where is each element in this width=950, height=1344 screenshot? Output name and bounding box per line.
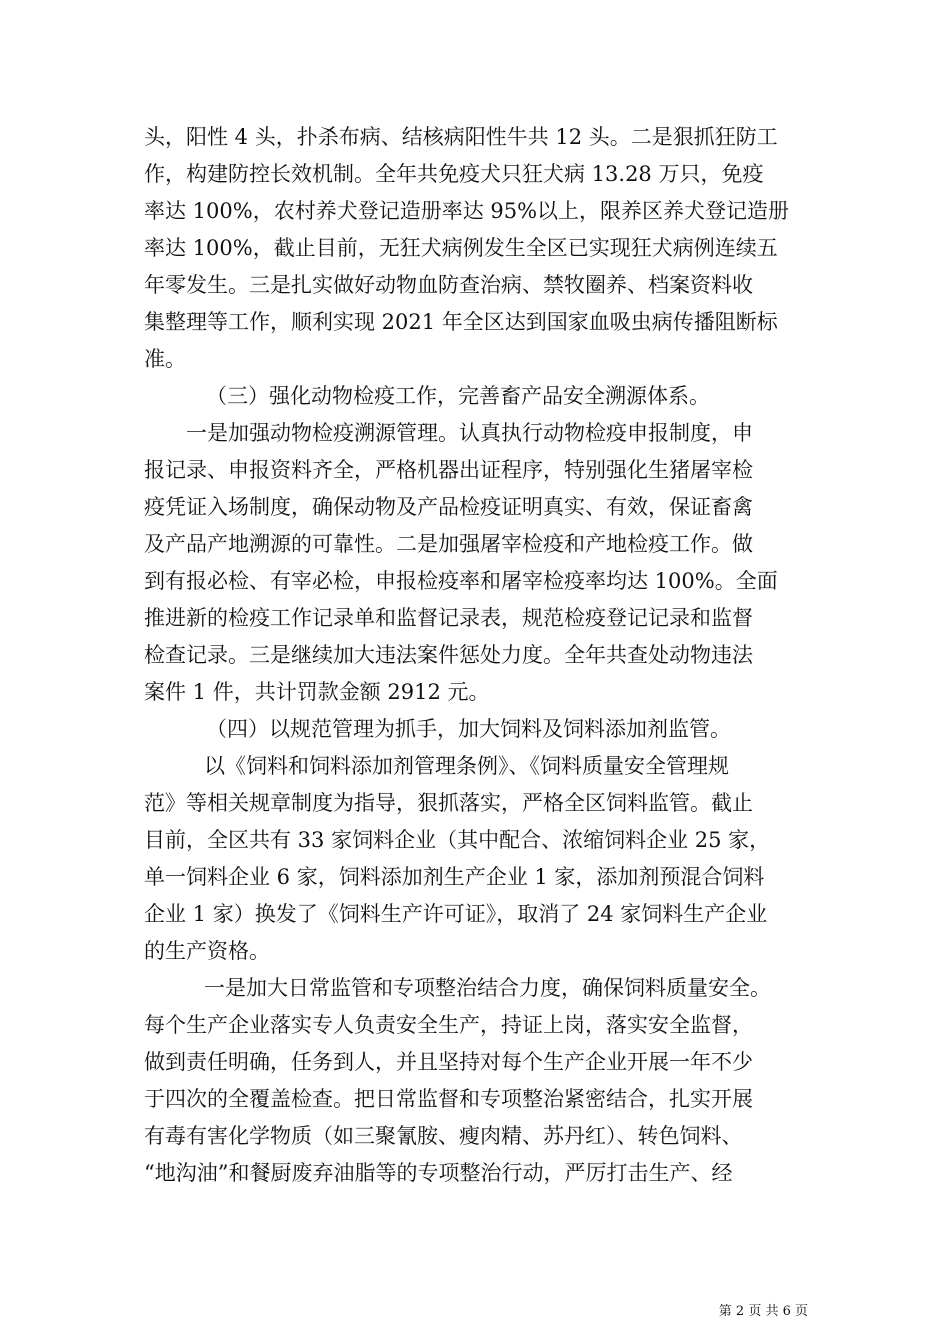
text-line: 到有报必检、有宰必检，申报检疫率和屠宰检疫率均达 100%。全面 [144,569,778,593]
text-line: 检查记录。三是继续加大违法案件惩处力度。全年共查处动物违法 [144,643,753,667]
text-line: 集整理等工作，顺利实现 2021 年全区达到国家血吸虫病传播阻断标 [144,310,778,334]
text-line: 做到责任明确，任务到人，并且坚持对每个生产企业开展一年不少 [144,1050,753,1074]
text-line: 以《饲料和饲料添加剂管理条例》、《饲料质量安全管理规 [204,754,729,778]
text-line: 范》等相关规章制度为指导，狠抓落实，严格全区饲料监管。截止 [144,791,753,815]
section-heading: （三）强化动物检疫工作，完善畜产品安全溯源体系。 [206,384,710,408]
text-line: 头，阳性 4 头，扑杀布病、结核病阳性牛共 12 头。二是狠抓狂防工 [144,125,778,149]
text-line: “地沟油”和餐厨废弃油脂等的专项整治行动，严厉打击生产、经 [144,1161,733,1185]
text-line: 案件 1 件，共计罚款金额 2912 元。 [144,680,490,704]
text-line: 推进新的检疫工作记录单和监督记录表，规范检疫登记记录和监督 [144,606,753,630]
text-line: 年零发生。三是扎实做好动物血防查治病、禁牧圈养、档案资料收 [144,273,753,297]
text-line: 准。 [144,347,186,371]
text-line: 及产品产地溯源的可靠性。二是加强屠宰检疫和产地检疫工作。做 [144,532,753,556]
text-line: 企业 1 家）换发了《饲料生产许可证》，取消了 24 家饲料生产企业 [144,902,768,926]
text-line: 于四次的全覆盖检查。把日常监督和专项整治紧密结合，扎实开展 [144,1087,753,1111]
text-line: 单一饲料企业 6 家，饲料添加剂生产企业 1 家，添加剂预混合饲料 [144,865,765,889]
text-line: 每个生产企业落实专人负责安全生产，持证上岗，落实安全监督， [144,1013,753,1037]
section-heading: （四）以规范管理为抓手，加大饲料及饲料添加剂监管。 [206,717,731,741]
text-line: 作，构建防控长效机制。全年共免疫犬只狂犬病 13.28 万只，免疫 [144,162,764,186]
text-line: 有毒有害化学物质（如三聚氰胺、瘦肉精、苏丹红）、转色饲料、 [144,1124,743,1148]
text-line: 目前，全区共有 33 家饲料企业（其中配合、浓缩饲料企业 25 家， [144,828,771,852]
text-line: 报记录、申报资料齐全，严格机器出证程序，特别强化生猪屠宰检 [144,458,753,482]
document-body [144,119,809,1192]
text-line: 一是加强动物检疫溯源管理。认真执行动物检疫申报制度，申 [186,421,753,445]
page-number: 第 2 页 共 6 页 [718,1304,808,1319]
text-line: 率达 100%，农村养犬登记造册率达 95%以上，限养区养犬登记造册 [144,199,790,223]
text-line: 的生产资格。 [144,939,270,963]
text-line: 一是加大日常监管和专项整治结合力度，确保饲料质量安全。 [204,976,771,1000]
text-line: 疫凭证入场制度，确保动物及产品检疫证明真实、有效，保证畜禽 [144,495,753,519]
text-line: 率达 100%，截止目前，无狂犬病例发生全区已实现狂犬病例连续五 [144,236,778,260]
